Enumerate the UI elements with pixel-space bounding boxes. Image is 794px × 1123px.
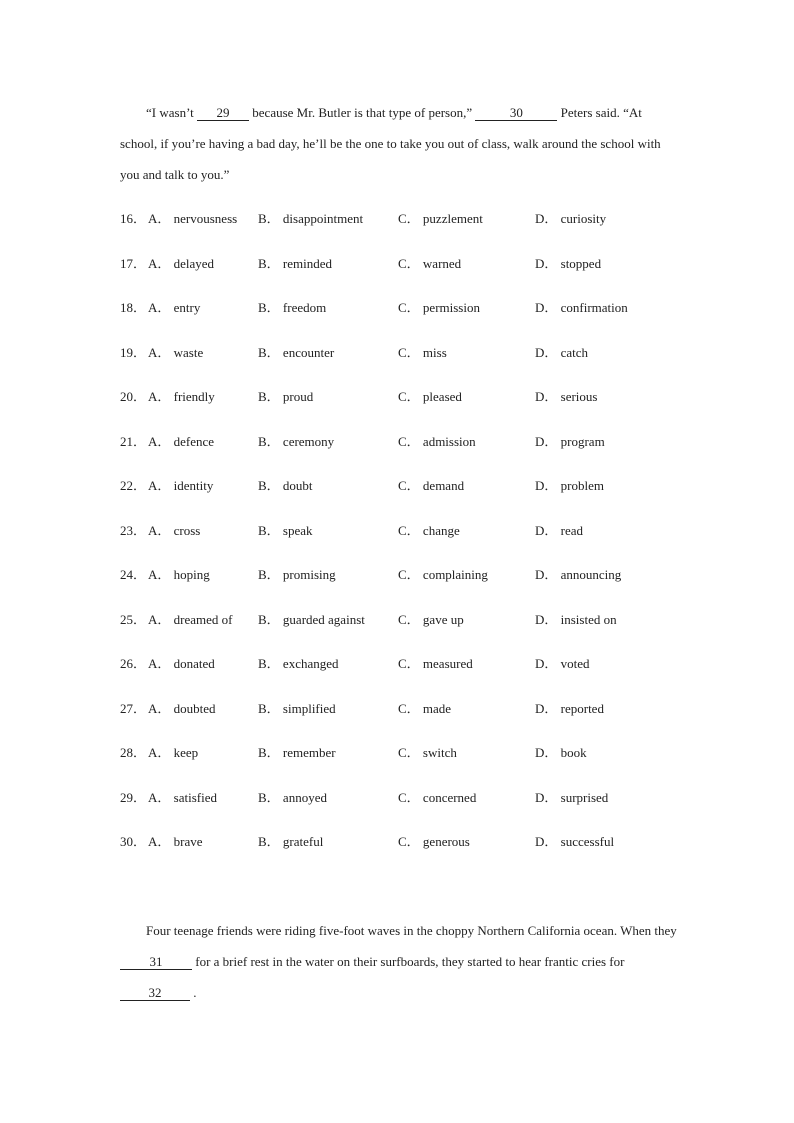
blank-29: 29 [197, 106, 249, 121]
option-a: A． nervousness [148, 211, 238, 226]
option-d: D． announcing [535, 567, 622, 582]
question-row [120, 565, 700, 585]
blank-31: 31 [120, 955, 192, 970]
option-d: D． reported [535, 700, 604, 716]
option-b: B． ceremony [258, 433, 335, 449]
option-a: A． hoping [148, 567, 210, 582]
option-a: A． defence [148, 433, 215, 449]
question-row [120, 521, 700, 541]
option-b: B． freedom [258, 300, 327, 315]
option-b: B． remember [258, 745, 336, 760]
passage-text: . [190, 985, 197, 1000]
option-c: C． switch [398, 745, 457, 760]
option-b: B． speak [258, 522, 313, 538]
option-d: D． problem [535, 478, 604, 493]
option-c: C． permission [398, 300, 480, 315]
option-d: D． book [535, 745, 587, 760]
question-number: 20． [120, 389, 147, 404]
passage-text: for a brief rest in the water on their surfboards, they started to hear frantic cries for [192, 954, 625, 969]
option-c: C． miss [398, 344, 447, 360]
option-d: D． serious [535, 389, 598, 404]
question-number: 24． [120, 567, 147, 582]
question-row [120, 699, 700, 719]
question-row [120, 254, 700, 274]
blank-30: 30 [475, 106, 557, 121]
question-number: 19． [120, 344, 147, 360]
option-a: A． identity [148, 478, 214, 493]
question-number: 16． [120, 211, 147, 226]
passage-paragraph-2 [120, 915, 680, 1008]
option-a: A． doubted [148, 700, 216, 716]
question-row [120, 476, 700, 496]
question-number: 25． [120, 611, 147, 627]
blank-32: 32 [120, 986, 190, 1001]
option-a: A． keep [148, 745, 199, 760]
question-number: 18． [120, 300, 147, 315]
option-b: B． annoyed [258, 789, 327, 805]
passage-text: “I wasn’t [146, 105, 198, 120]
option-d: D． program [535, 433, 605, 449]
question-row [120, 788, 700, 808]
option-c: C． admission [398, 433, 476, 449]
option-d: D． curiosity [535, 211, 607, 226]
option-d: D． catch [535, 344, 589, 360]
option-c: C． measured [398, 656, 473, 671]
passage-text: because Mr. Butler is that type of person,” [249, 105, 476, 120]
passage-text: Four teenage friends were riding five-foot waves in the choppy Northern California ocean. When they [146, 923, 677, 938]
question-number: 28． [120, 745, 147, 760]
option-d: D． insisted on [535, 611, 617, 627]
option-b: B． exchanged [258, 656, 339, 671]
option-c: C． gave up [398, 611, 464, 627]
option-b: B． promising [258, 567, 336, 582]
question-row [120, 654, 700, 674]
option-c: C． demand [398, 478, 465, 493]
question-number: 17． [120, 255, 147, 271]
option-a: A． satisfied [148, 789, 217, 805]
question-row [120, 743, 700, 763]
passage-text: Peters said. “At school, if you’re having a bad day, he’ll be the one to take you out of class, walk around the school with you and talk to you.” [120, 105, 661, 182]
option-d: D． successful [535, 834, 615, 849]
option-c: C． change [398, 522, 460, 538]
option-a: A． delayed [148, 255, 215, 271]
question-number: 29． [120, 789, 147, 805]
question-number: 27． [120, 700, 147, 716]
option-b: B． doubt [258, 478, 313, 493]
option-b: B． guarded against [258, 611, 365, 627]
question-row [120, 209, 700, 229]
option-b: B． grateful [258, 834, 324, 849]
question-number: 30． [120, 834, 147, 849]
option-c: C． made [398, 700, 452, 716]
passage-paragraph-1 [120, 97, 680, 190]
option-a: A． cross [148, 522, 201, 538]
question-row [120, 387, 700, 407]
option-c: C． puzzlement [398, 211, 483, 226]
option-d: D． stopped [535, 255, 602, 271]
question-number: 23． [120, 522, 147, 538]
option-c: C． concerned [398, 789, 477, 805]
question-row [120, 298, 700, 318]
option-a: A． waste [148, 344, 204, 360]
question-number: 22． [120, 478, 147, 493]
option-c: C． warned [398, 255, 462, 271]
option-b: B． proud [258, 389, 314, 404]
question-row [120, 610, 700, 630]
question-row [120, 343, 700, 363]
option-a: A． dreamed of [148, 611, 233, 627]
option-a: A． donated [148, 656, 215, 671]
option-d: D． voted [535, 656, 590, 671]
option-a: A． brave [148, 834, 203, 849]
option-b: B． disappointment [258, 211, 364, 226]
option-b: B． encounter [258, 344, 335, 360]
option-d: D． read [535, 522, 584, 538]
option-a: A． friendly [148, 389, 215, 404]
option-c: C． pleased [398, 389, 462, 404]
question-row [120, 832, 700, 852]
question-number: 21． [120, 433, 147, 449]
option-b: B． simplified [258, 700, 336, 716]
option-d: D． surprised [535, 789, 609, 805]
option-c: C． complaining [398, 567, 488, 582]
question-row [120, 432, 700, 452]
option-a: A． entry [148, 300, 201, 315]
option-b: B． reminded [258, 255, 333, 271]
option-c: C． generous [398, 834, 470, 849]
option-d: D． confirmation [535, 300, 628, 315]
question-number: 26． [120, 656, 147, 671]
